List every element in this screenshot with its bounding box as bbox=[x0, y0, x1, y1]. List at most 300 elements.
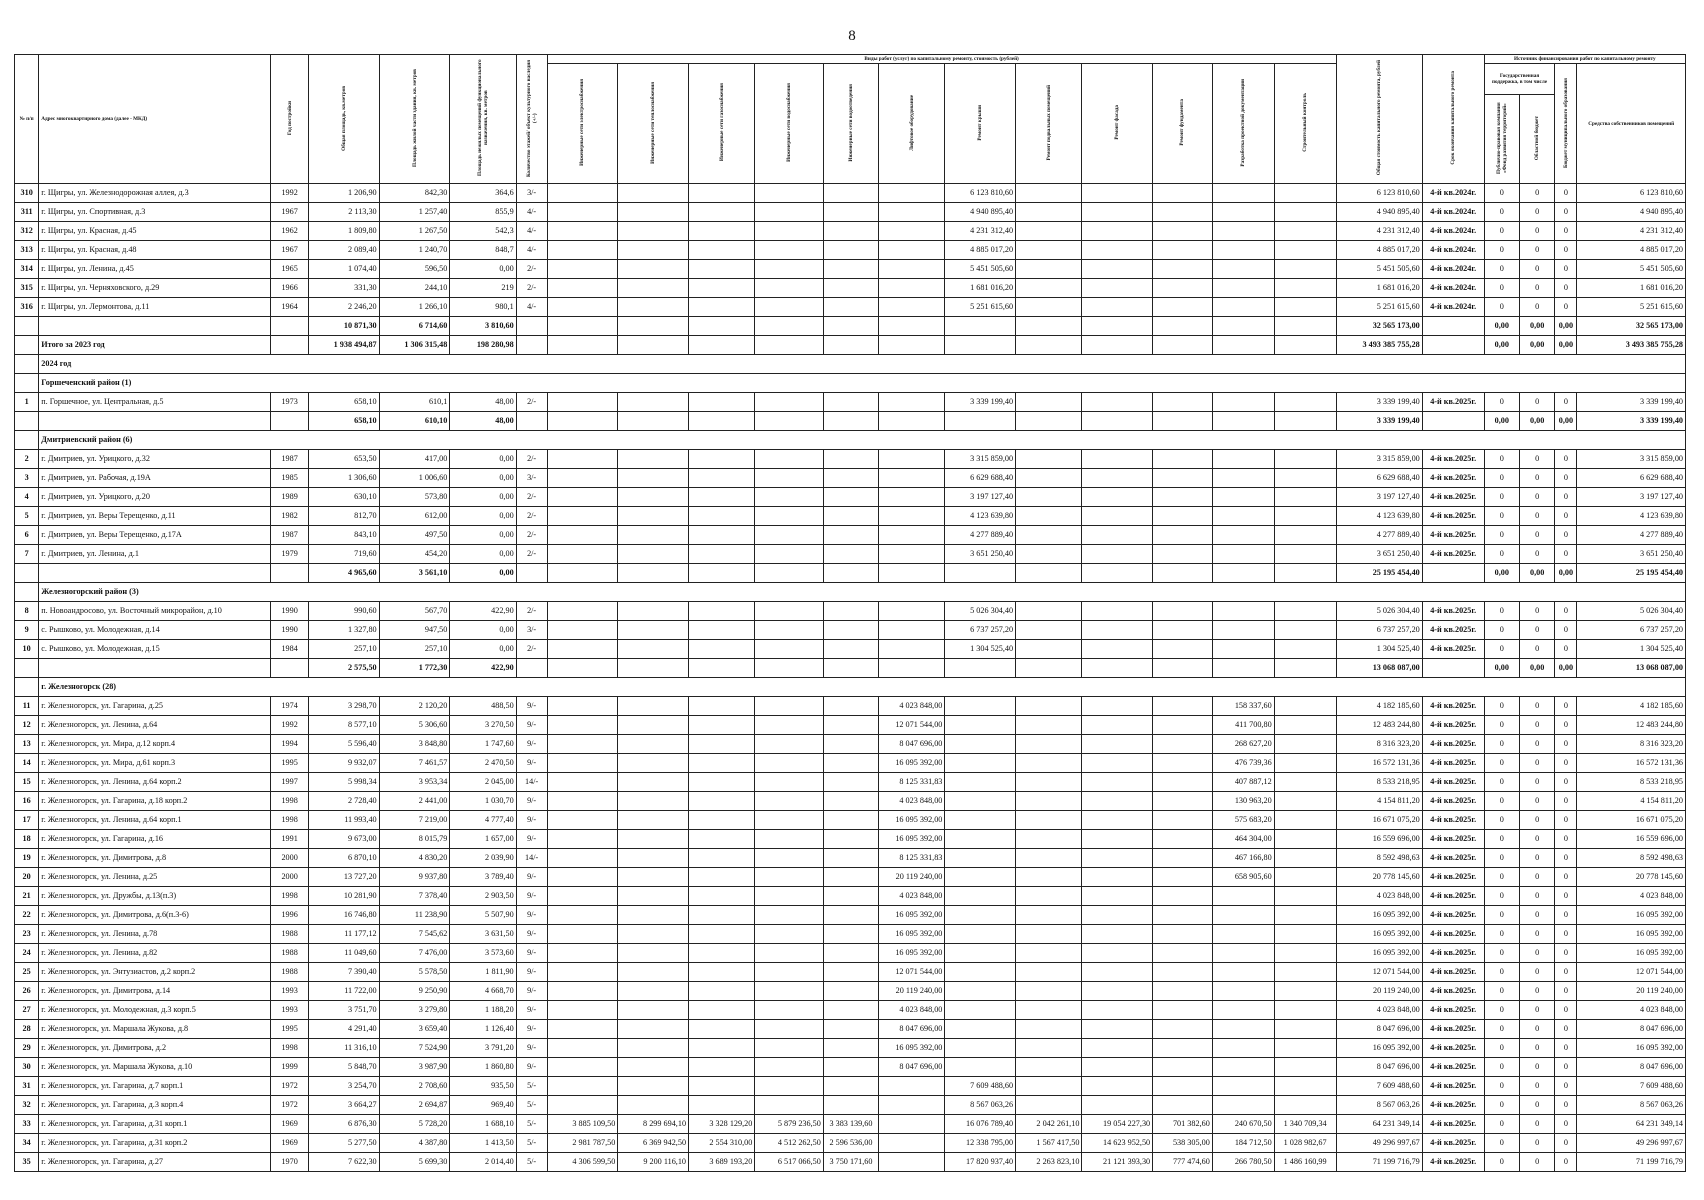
cell-work-10 bbox=[1212, 545, 1274, 564]
cell-work-6: 7 609 488,60 bbox=[945, 1077, 1016, 1096]
cell-nonres-area: 4 668,70 bbox=[450, 982, 516, 1001]
cell-work-7: 1 567 417,50 bbox=[1016, 1134, 1082, 1153]
cell-work-11 bbox=[1274, 1058, 1336, 1077]
cell-num bbox=[15, 659, 39, 678]
cell-nonres-area: 5 507,90 bbox=[450, 906, 516, 925]
cell-year: 1997 bbox=[271, 773, 309, 792]
table-row bbox=[15, 887, 1686, 906]
cell-work-5: 8 047 696,00 bbox=[879, 1058, 945, 1077]
cell-address bbox=[39, 317, 271, 336]
table-row bbox=[15, 621, 1686, 640]
cell-work-9 bbox=[1153, 963, 1213, 982]
cell-work-3 bbox=[755, 944, 824, 963]
cell-num: 315 bbox=[15, 279, 39, 298]
header-funding-group: Источник финансирования работ по капитальному ремонту bbox=[1484, 55, 1685, 64]
cell-living-area: 2 441,00 bbox=[379, 792, 450, 811]
cell-work-3 bbox=[755, 697, 824, 716]
cell-fund: 0 bbox=[1484, 1077, 1519, 1096]
cell-work-7 bbox=[1016, 507, 1082, 526]
cell-nonres-area: 1 188,20 bbox=[450, 1001, 516, 1020]
table-row bbox=[15, 735, 1686, 754]
cell-nonres-area: 1 747,60 bbox=[450, 735, 516, 754]
table-row bbox=[15, 203, 1686, 222]
cell-municipal: 0 bbox=[1555, 887, 1577, 906]
cell-year: 1987 bbox=[271, 450, 309, 469]
cell-regional: 0 bbox=[1520, 887, 1555, 906]
cell-work-4 bbox=[823, 773, 878, 792]
cell-total-area: 11 177,12 bbox=[308, 925, 379, 944]
cell-num: 19 bbox=[15, 849, 39, 868]
cell-address: г. Железногорск, ул. Ленина, д.64 корп.2 bbox=[39, 773, 271, 792]
subtotal-row bbox=[15, 659, 1686, 678]
cell-fund: 0 bbox=[1484, 279, 1519, 298]
cell-work-7 bbox=[1016, 1001, 1082, 1020]
cell-work-0 bbox=[547, 887, 618, 906]
cell-municipal: 0 bbox=[1555, 906, 1577, 925]
cell-total-cost: 20 778 145,60 bbox=[1336, 868, 1422, 887]
cell-work-10 bbox=[1212, 298, 1274, 317]
cell-work-0 bbox=[547, 621, 618, 640]
cell-municipal: 0 bbox=[1555, 469, 1577, 488]
cell-municipal: 0 bbox=[1555, 773, 1577, 792]
cell-work-1 bbox=[618, 868, 689, 887]
cell-work-7 bbox=[1016, 773, 1082, 792]
cell-work-3 bbox=[755, 1020, 824, 1039]
cell-work-3 bbox=[755, 279, 824, 298]
cell-total-cost: 4 023 848,00 bbox=[1336, 1001, 1422, 1020]
section-title: 2024 год bbox=[39, 355, 1686, 374]
cell-work-4 bbox=[823, 830, 878, 849]
cell-work-3 bbox=[755, 982, 824, 1001]
cell-year: 1998 bbox=[271, 792, 309, 811]
cell-living-area: 4 830,20 bbox=[379, 849, 450, 868]
cell-work-4 bbox=[823, 792, 878, 811]
cell-work-9 bbox=[1153, 526, 1213, 545]
cell-living-area: 1 006,60 bbox=[379, 469, 450, 488]
cell-owners: 8 567 063,26 bbox=[1577, 1096, 1686, 1115]
header-fund: Публично-правовая компания «Фонд развития территорий» bbox=[1484, 95, 1519, 184]
cell-work-7: 2 263 823,10 bbox=[1016, 1153, 1082, 1172]
cell-work-2 bbox=[689, 697, 755, 716]
cell-work-5 bbox=[879, 640, 945, 659]
table-row bbox=[15, 1134, 1686, 1153]
cell-work-9 bbox=[1153, 697, 1213, 716]
cell-fund: 0 bbox=[1484, 982, 1519, 1001]
cell-work-7 bbox=[1016, 184, 1082, 203]
cell-work-0 bbox=[547, 279, 618, 298]
cell-work-2 bbox=[689, 412, 755, 431]
cell-work-7 bbox=[1016, 1096, 1082, 1115]
cell-work-7 bbox=[1016, 222, 1082, 241]
cell-nonres-area: 1 413,50 bbox=[450, 1134, 516, 1153]
cell-deadline: 4-й кв.2025г. bbox=[1422, 1020, 1484, 1039]
cell-work-1 bbox=[618, 564, 689, 583]
table-row bbox=[15, 697, 1686, 716]
cell-work-1 bbox=[618, 507, 689, 526]
cell-work-0 bbox=[547, 811, 618, 830]
cell-work-1 bbox=[618, 526, 689, 545]
cell-year: 2000 bbox=[271, 868, 309, 887]
cell-work-4 bbox=[823, 469, 878, 488]
cell-year: 1998 bbox=[271, 1039, 309, 1058]
cell-municipal: 0,00 bbox=[1555, 317, 1577, 336]
cell-work-0 bbox=[547, 184, 618, 203]
cell-work-0 bbox=[547, 393, 618, 412]
cell-work-2 bbox=[689, 298, 755, 317]
cell-municipal: 0 bbox=[1555, 222, 1577, 241]
cell-work-2 bbox=[689, 982, 755, 1001]
cell-work-0 bbox=[547, 317, 618, 336]
cell-floors: 14/- bbox=[516, 773, 547, 792]
cell-regional: 0 bbox=[1520, 944, 1555, 963]
cell-work-4 bbox=[823, 488, 878, 507]
cell-work-3 bbox=[755, 792, 824, 811]
subtotal-row bbox=[15, 317, 1686, 336]
cell-year: 1965 bbox=[271, 260, 309, 279]
table-row bbox=[15, 963, 1686, 982]
cell-nonres-area: 0,00 bbox=[450, 526, 516, 545]
cell-work-5 bbox=[879, 241, 945, 260]
section-spacer bbox=[15, 355, 39, 374]
header-year: Год постройки bbox=[271, 55, 309, 184]
cell-work-0 bbox=[547, 925, 618, 944]
cell-work-6 bbox=[945, 317, 1016, 336]
cell-nonres-area: 1 657,00 bbox=[450, 830, 516, 849]
cell-num: 7 bbox=[15, 545, 39, 564]
cell-total-area: 11 316,10 bbox=[308, 1039, 379, 1058]
cell-work-5 bbox=[879, 203, 945, 222]
cell-work-9 bbox=[1153, 906, 1213, 925]
cell-deadline: 4-й кв.2025г. bbox=[1422, 792, 1484, 811]
cell-fund: 0 bbox=[1484, 1153, 1519, 1172]
cell-living-area: 3 561,10 bbox=[379, 564, 450, 583]
cell-total-area: 8 577,10 bbox=[308, 716, 379, 735]
cell-work-4 bbox=[823, 241, 878, 260]
cell-living-area: 9 937,80 bbox=[379, 868, 450, 887]
cell-num: 4 bbox=[15, 488, 39, 507]
cell-work-1 bbox=[618, 222, 689, 241]
cell-work-7 bbox=[1016, 754, 1082, 773]
cell-work-9 bbox=[1153, 1020, 1213, 1039]
cell-municipal: 0 bbox=[1555, 1077, 1577, 1096]
cell-address: п. Новоандросово, ул. Восточный микрорайон, д.10 bbox=[39, 602, 271, 621]
cell-work-1 bbox=[618, 792, 689, 811]
cell-work-10: 158 337,60 bbox=[1212, 697, 1274, 716]
cell-work-2: 2 554 310,00 bbox=[689, 1134, 755, 1153]
cell-year: 1964 bbox=[271, 298, 309, 317]
cell-work-1 bbox=[618, 450, 689, 469]
cell-total-area: 1 306,60 bbox=[308, 469, 379, 488]
cell-work-9 bbox=[1153, 241, 1213, 260]
header-state-support: Государственная поддержка, в том числе bbox=[1484, 64, 1555, 95]
cell-fund: 0 bbox=[1484, 792, 1519, 811]
cell-work-8 bbox=[1082, 659, 1153, 678]
cell-deadline: 4-й кв.2024г. bbox=[1422, 241, 1484, 260]
cell-work-1 bbox=[618, 393, 689, 412]
cell-work-2 bbox=[689, 1039, 755, 1058]
cell-year: 1999 bbox=[271, 1058, 309, 1077]
header-works-group: Виды работ (услуг) по капитальному ремонту, стоимость (рублей) bbox=[547, 55, 1336, 64]
cell-living-area: 497,50 bbox=[379, 526, 450, 545]
cell-municipal: 0 bbox=[1555, 754, 1577, 773]
cell-municipal: 0 bbox=[1555, 1115, 1577, 1134]
header-num: № п/п bbox=[15, 55, 39, 184]
cell-work-7 bbox=[1016, 1020, 1082, 1039]
cell-regional: 0 bbox=[1520, 507, 1555, 526]
cell-owners: 16 559 696,00 bbox=[1577, 830, 1686, 849]
cell-owners: 4 023 848,00 bbox=[1577, 1001, 1686, 1020]
cell-work-1 bbox=[618, 412, 689, 431]
cell-work-4 bbox=[823, 640, 878, 659]
cell-work-7: 2 042 261,10 bbox=[1016, 1115, 1082, 1134]
cell-work-11: 1 340 709,34 bbox=[1274, 1115, 1336, 1134]
cell-year: 1993 bbox=[271, 982, 309, 1001]
cell-work-11 bbox=[1274, 849, 1336, 868]
cell-year: 1985 bbox=[271, 469, 309, 488]
cell-work-8 bbox=[1082, 868, 1153, 887]
header-owners: Средства собственников помещений bbox=[1577, 64, 1686, 184]
cell-deadline: 4-й кв.2025г. bbox=[1422, 488, 1484, 507]
cell-work-10 bbox=[1212, 963, 1274, 982]
cell-owners: 16 095 392,00 bbox=[1577, 944, 1686, 963]
cell-municipal: 0 bbox=[1555, 184, 1577, 203]
cell-work-2 bbox=[689, 716, 755, 735]
cell-owners: 4 182 185,60 bbox=[1577, 697, 1686, 716]
cell-work-9 bbox=[1153, 830, 1213, 849]
cell-total-area: 6 870,10 bbox=[308, 849, 379, 868]
cell-work-3 bbox=[755, 317, 824, 336]
cell-work-0 bbox=[547, 545, 618, 564]
cell-total-area: 658,10 bbox=[308, 412, 379, 431]
section-row bbox=[15, 583, 1686, 602]
cell-year bbox=[271, 317, 309, 336]
cell-work-4 bbox=[823, 716, 878, 735]
cell-year: 1988 bbox=[271, 944, 309, 963]
cell-work-10 bbox=[1212, 184, 1274, 203]
cell-total-area: 1 206,90 bbox=[308, 184, 379, 203]
cell-year: 1990 bbox=[271, 602, 309, 621]
cell-work-11 bbox=[1274, 1039, 1336, 1058]
cell-regional: 0 bbox=[1520, 279, 1555, 298]
cell-work-3 bbox=[755, 184, 824, 203]
cell-work-0 bbox=[547, 659, 618, 678]
cell-work-0 bbox=[547, 1001, 618, 1020]
cell-total-area: 3 664,27 bbox=[308, 1096, 379, 1115]
cell-living-area: 5 578,50 bbox=[379, 963, 450, 982]
table-row bbox=[15, 849, 1686, 868]
cell-owners: 20 119 240,00 bbox=[1577, 982, 1686, 1001]
cell-year bbox=[271, 412, 309, 431]
cell-year bbox=[271, 659, 309, 678]
cell-work-2 bbox=[689, 963, 755, 982]
cell-work-11 bbox=[1274, 735, 1336, 754]
cell-work-7 bbox=[1016, 1058, 1082, 1077]
cell-address: г. Железногорск, ул. Ленина, д.82 bbox=[39, 944, 271, 963]
cell-work-8 bbox=[1082, 621, 1153, 640]
cell-regional: 0 bbox=[1520, 526, 1555, 545]
cell-fund: 0 bbox=[1484, 602, 1519, 621]
cell-owners: 3 339 199,40 bbox=[1577, 393, 1686, 412]
cell-work-4 bbox=[823, 1096, 878, 1115]
cell-total-cost: 3 197 127,40 bbox=[1336, 488, 1422, 507]
cell-municipal: 0 bbox=[1555, 526, 1577, 545]
cell-work-9 bbox=[1153, 735, 1213, 754]
cell-work-8 bbox=[1082, 1096, 1153, 1115]
cell-work-0 bbox=[547, 716, 618, 735]
table-row bbox=[15, 184, 1686, 203]
cell-owners: 3 315 859,00 bbox=[1577, 450, 1686, 469]
cell-fund: 0 bbox=[1484, 184, 1519, 203]
cell-floors: 3/- bbox=[516, 469, 547, 488]
cell-work-8 bbox=[1082, 469, 1153, 488]
cell-work-6 bbox=[945, 925, 1016, 944]
table-row bbox=[15, 830, 1686, 849]
cell-work-4 bbox=[823, 1020, 878, 1039]
cell-work-3 bbox=[755, 735, 824, 754]
cell-work-5 bbox=[879, 298, 945, 317]
cell-owners: 49 296 997,67 bbox=[1577, 1134, 1686, 1153]
cell-work-1: 9 200 116,10 bbox=[618, 1153, 689, 1172]
cell-work-1 bbox=[618, 830, 689, 849]
cell-work-7 bbox=[1016, 488, 1082, 507]
cell-work-3 bbox=[755, 1077, 824, 1096]
cell-work-11 bbox=[1274, 982, 1336, 1001]
cell-total-cost: 16 671 075,20 bbox=[1336, 811, 1422, 830]
cell-nonres-area: 364,6 bbox=[450, 184, 516, 203]
cell-work-10 bbox=[1212, 1039, 1274, 1058]
cell-work-2 bbox=[689, 887, 755, 906]
cell-work-6: 4 277 889,40 bbox=[945, 526, 1016, 545]
cell-work-7 bbox=[1016, 298, 1082, 317]
cell-total-cost: 4 023 848,00 bbox=[1336, 887, 1422, 906]
cell-num: 21 bbox=[15, 887, 39, 906]
cell-year: 1967 bbox=[271, 203, 309, 222]
cell-floors: 9/- bbox=[516, 925, 547, 944]
cell-total-cost: 3 339 199,40 bbox=[1336, 412, 1422, 431]
cell-work-5: 16 095 392,00 bbox=[879, 811, 945, 830]
cell-deadline: 4-й кв.2025г. bbox=[1422, 1153, 1484, 1172]
cell-work-3 bbox=[755, 830, 824, 849]
cell-floors: 9/- bbox=[516, 868, 547, 887]
cell-regional: 0 bbox=[1520, 488, 1555, 507]
cell-regional: 0 bbox=[1520, 830, 1555, 849]
cell-living-area: 1 240,70 bbox=[379, 241, 450, 260]
cell-total-area: 16 746,80 bbox=[308, 906, 379, 925]
cell-fund: 0 bbox=[1484, 393, 1519, 412]
cell-work-8 bbox=[1082, 1058, 1153, 1077]
cell-work-11 bbox=[1274, 279, 1336, 298]
header-work-control: Строительный контроль bbox=[1274, 64, 1336, 184]
cell-work-10: 476 739,36 bbox=[1212, 754, 1274, 773]
cell-fund: 0 bbox=[1484, 526, 1519, 545]
cell-work-2 bbox=[689, 469, 755, 488]
cell-total-cost: 64 231 349,14 bbox=[1336, 1115, 1422, 1134]
cell-work-10: 467 166,80 bbox=[1212, 849, 1274, 868]
cell-regional: 0 bbox=[1520, 298, 1555, 317]
cell-deadline: 4-й кв.2025г. bbox=[1422, 1001, 1484, 1020]
cell-living-area: 244,10 bbox=[379, 279, 450, 298]
cell-num: 316 bbox=[15, 298, 39, 317]
cell-year: 1984 bbox=[271, 640, 309, 659]
cell-work-2 bbox=[689, 944, 755, 963]
cell-num: 15 bbox=[15, 773, 39, 792]
cell-work-8 bbox=[1082, 716, 1153, 735]
cell-municipal: 0 bbox=[1555, 1153, 1577, 1172]
section-title: г. Железногорск (28) bbox=[39, 678, 1686, 697]
cell-work-11 bbox=[1274, 811, 1336, 830]
cell-deadline: 4-й кв.2025г. bbox=[1422, 887, 1484, 906]
cell-work-0 bbox=[547, 526, 618, 545]
cell-nonres-area: 0,00 bbox=[450, 507, 516, 526]
cell-work-2 bbox=[689, 811, 755, 830]
cell-work-0 bbox=[547, 735, 618, 754]
cell-work-1 bbox=[618, 336, 689, 355]
cell-work-6: 17 820 937,40 bbox=[945, 1153, 1016, 1172]
cell-work-3 bbox=[755, 564, 824, 583]
cell-work-7 bbox=[1016, 697, 1082, 716]
cell-work-9 bbox=[1153, 222, 1213, 241]
cell-regional: 0 bbox=[1520, 450, 1555, 469]
cell-owners: 16 671 075,20 bbox=[1577, 811, 1686, 830]
cell-work-3 bbox=[755, 260, 824, 279]
table-row bbox=[15, 640, 1686, 659]
table-row bbox=[15, 1039, 1686, 1058]
section-title: Дмитриевский район (6) bbox=[39, 431, 1686, 450]
cell-work-11 bbox=[1274, 203, 1336, 222]
cell-municipal: 0 bbox=[1555, 830, 1577, 849]
cell-living-area: 3 953,34 bbox=[379, 773, 450, 792]
cell-work-7 bbox=[1016, 469, 1082, 488]
cell-work-2 bbox=[689, 222, 755, 241]
cell-work-6: 4 231 312,40 bbox=[945, 222, 1016, 241]
cell-num: 23 bbox=[15, 925, 39, 944]
cell-num: 10 bbox=[15, 640, 39, 659]
cell-total-cost: 16 095 392,00 bbox=[1336, 925, 1422, 944]
cell-nonres-area: 0,00 bbox=[450, 260, 516, 279]
cell-deadline: 4-й кв.2024г. bbox=[1422, 203, 1484, 222]
cell-total-area: 10 281,90 bbox=[308, 887, 379, 906]
cell-municipal: 0 bbox=[1555, 203, 1577, 222]
cell-total-area: 1 074,40 bbox=[308, 260, 379, 279]
cell-work-9 bbox=[1153, 754, 1213, 773]
cell-work-11 bbox=[1274, 1096, 1336, 1115]
cell-municipal: 0 bbox=[1555, 260, 1577, 279]
cell-work-1 bbox=[618, 488, 689, 507]
cell-deadline: 4-й кв.2025г. bbox=[1422, 1077, 1484, 1096]
cell-work-7 bbox=[1016, 1039, 1082, 1058]
cell-floors: 2/- bbox=[516, 279, 547, 298]
cell-address: г. Щигры, ул. Черняховского, д.29 bbox=[39, 279, 271, 298]
cell-floors: 9/- bbox=[516, 754, 547, 773]
cell-work-2 bbox=[689, 830, 755, 849]
cell-nonres-area: 2 014,40 bbox=[450, 1153, 516, 1172]
cell-municipal: 0 bbox=[1555, 1001, 1577, 1020]
cell-year: 1996 bbox=[271, 906, 309, 925]
cell-floors bbox=[516, 336, 547, 355]
cell-deadline: 4-й кв.2025г. bbox=[1422, 754, 1484, 773]
cell-work-5: 12 071 544,00 bbox=[879, 963, 945, 982]
cell-fund: 0,00 bbox=[1484, 412, 1519, 431]
cell-work-10 bbox=[1212, 1058, 1274, 1077]
cell-regional: 0 bbox=[1520, 184, 1555, 203]
cell-nonres-area: 3 791,20 bbox=[450, 1039, 516, 1058]
cell-owners: 4 123 639,80 bbox=[1577, 507, 1686, 526]
cell-work-3 bbox=[755, 222, 824, 241]
cell-total-cost: 7 609 488,60 bbox=[1336, 1077, 1422, 1096]
cell-work-10 bbox=[1212, 1096, 1274, 1115]
cell-municipal: 0 bbox=[1555, 1058, 1577, 1077]
cell-fund: 0,00 bbox=[1484, 659, 1519, 678]
